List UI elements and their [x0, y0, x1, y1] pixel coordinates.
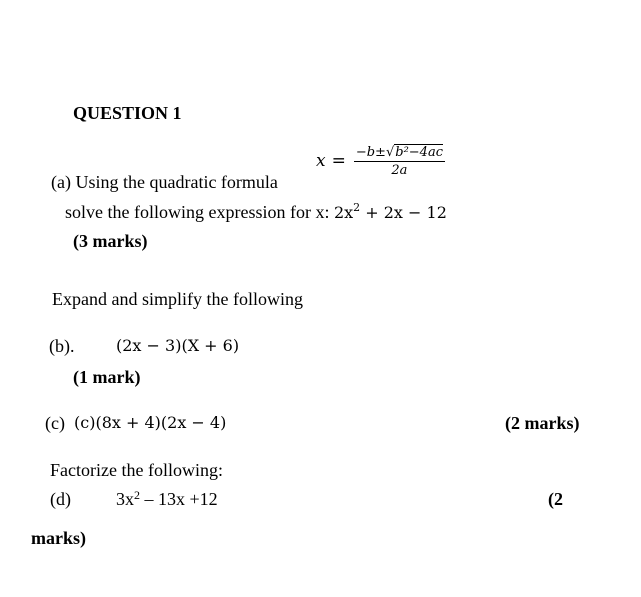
formula-numerator — [354, 145, 445, 162]
part-c-marks: (2 marks) — [505, 413, 580, 433]
factorize-heading: Factorize the following: — [50, 460, 223, 480]
formula-radicand: b²−4ac — [395, 144, 443, 160]
numerator-prefix: −b± — [355, 144, 386, 160]
part-d-marks-line2: marks) — [31, 528, 86, 548]
formula-fraction — [354, 145, 445, 178]
part-c-expression: (c)(8x + 4)(2x − 4) — [74, 413, 227, 432]
part-a-marks: (3 marks) — [73, 231, 148, 251]
part-d-marks-line1: (2 — [548, 489, 563, 509]
part-a-term1: 2x — [333, 203, 354, 222]
part-d-exponent: 2 — [134, 488, 140, 502]
part-b-expression: (2x − 3)(X + 6) — [116, 336, 240, 355]
part-a-instruction: solve the following expression for x: — [65, 202, 334, 222]
sqrt-icon: √ — [385, 144, 395, 160]
part-d-label: (d) — [50, 489, 71, 509]
question-title: QUESTION 1 — [73, 103, 182, 123]
part-d-term1: 3x — [116, 489, 134, 509]
part-b-label: (b). — [49, 336, 75, 356]
part-a-rest: + 2x − 12 — [360, 203, 447, 222]
part-d-expression — [116, 488, 218, 512]
formula-denominator: 2a — [391, 162, 408, 178]
quadratic-formula — [316, 141, 445, 181]
part-b-marks: (1 mark) — [73, 367, 141, 387]
part-d-rest: – 13x +12 — [140, 489, 218, 509]
part-c-label: (c) — [45, 413, 65, 433]
formula-lhs: x — [316, 151, 326, 171]
part-a-line2 — [65, 201, 447, 226]
expand-heading: Expand and simplify the following — [52, 289, 303, 309]
formula-equals: = — [331, 151, 346, 171]
part-a-exponent: 2 — [353, 201, 361, 214]
part-a-expression — [334, 203, 447, 222]
part-a-line1: (a) Using the quadratic formula — [51, 172, 278, 192]
